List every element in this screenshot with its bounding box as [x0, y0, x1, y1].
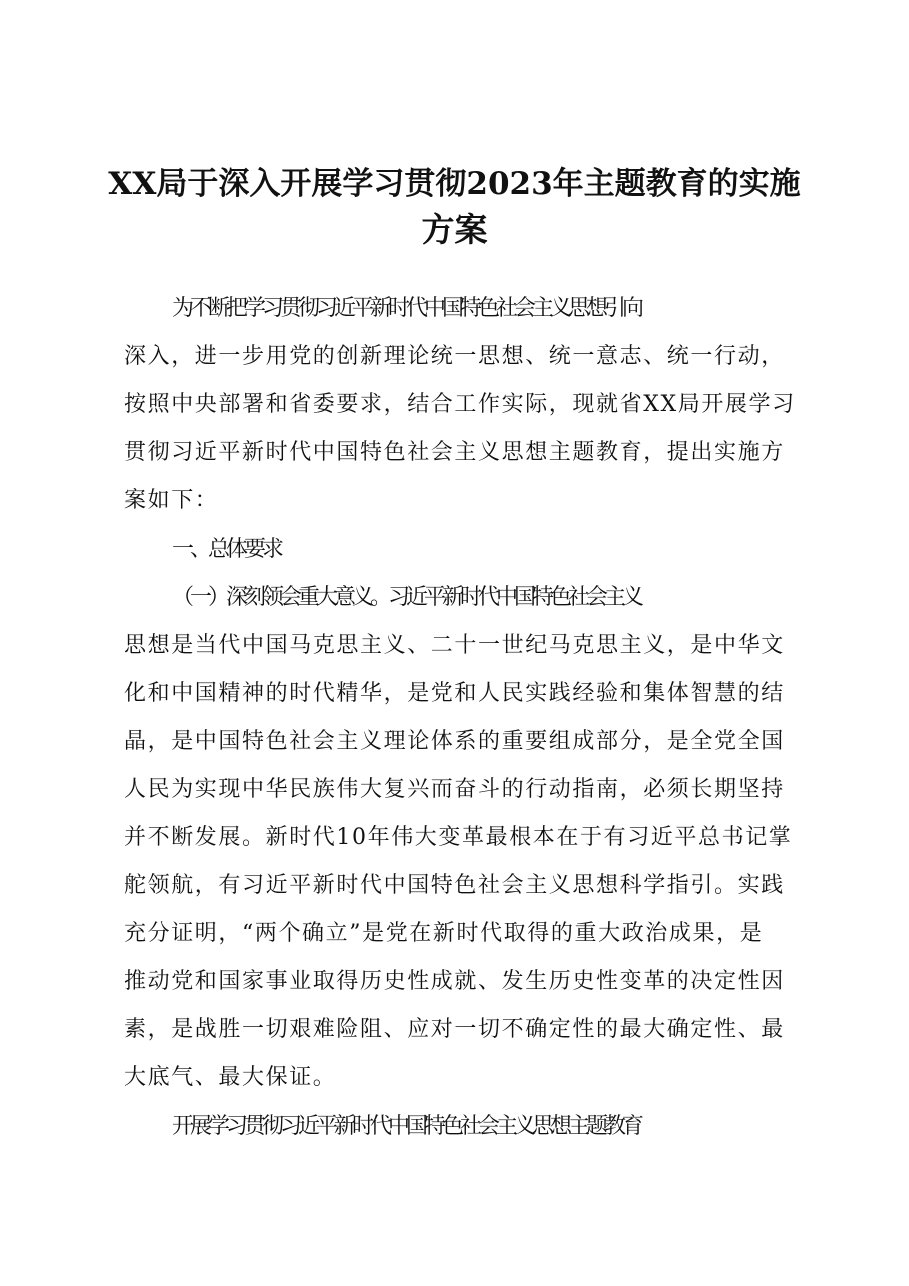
paragraph-significance-line: 并不断发展。新时代10年伟大变革最根本在于有习近平总书记掌: [124, 825, 793, 850]
paragraph-significance-line: （一）深刻领会重大意义。习近平新时代中国特色社会主义: [172, 585, 641, 610]
document-title-line-2: 方案: [421, 210, 488, 249]
paragraph-intro-line: 贯彻习近平新时代中国特色社会主义思想主题教育，提出实施方: [124, 440, 785, 465]
paragraph-intro-line: 案如下：: [124, 488, 219, 513]
paragraph-intro-line: 为不断把学习贯彻习近平新时代中国特色社会主义思想引向: [172, 296, 641, 321]
paragraph-significance-line: 素，是战胜一切艰难险阻、应对一切不确定性的最大确定性、最: [124, 1017, 785, 1042]
document-title-line-1: XX局于深入开展学习贯彻2023年主题教育的实施: [108, 166, 801, 202]
paragraph-next-line: 开展学习贯彻习近平新时代中国特色社会主义思想主题教育: [172, 1114, 641, 1139]
paragraph-significance-line: 人民为实现中华民族伟大复兴而奋斗的行动指南，必须长期坚持: [124, 777, 785, 802]
paragraph-significance-line: 化和中国精神的时代精华，是党和人民实践经验和集体智慧的结: [124, 681, 785, 706]
paragraph-significance-line: 思想是当代中国马克思主义、二十一世纪马克思主义，是中华文: [124, 633, 785, 658]
paragraph-intro-line: 按照中央部署和省委要求，结合工作实际，现就省XX局开展学习: [124, 392, 796, 417]
paragraph-significance-line: 推动党和国家事业取得历史性成就、发生历史性变革的决定性因: [124, 969, 785, 994]
paragraph-significance-line: 晶，是中国特色社会主义理论体系的重要组成部分，是全党全国: [124, 729, 785, 754]
paragraph-significance-line: 舵领航，有习近平新时代中国特色社会主义思想科学指引。实践: [124, 873, 785, 898]
section-heading: 一、总体要求: [172, 537, 281, 562]
paragraph-significance-line: 充分证明，“两个确立”是党在新时代取得的重大政治成果，是: [124, 921, 764, 946]
paragraph-intro-line: 深入，进一步用党的创新理论统一思想、统一意志、统一行动，: [124, 344, 785, 369]
paragraph-significance-line: 大底气、最大保证。: [124, 1065, 337, 1090]
